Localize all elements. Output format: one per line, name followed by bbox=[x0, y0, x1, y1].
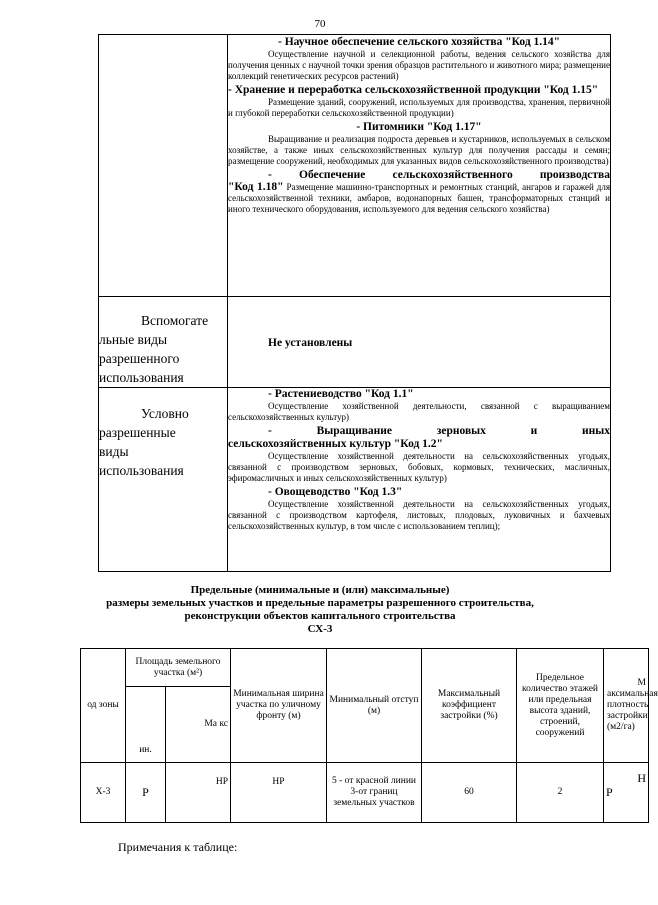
cond-label-cell bbox=[99, 388, 228, 572]
use-heading-code: "Код 1.18" bbox=[228, 181, 284, 193]
cell-min-offset: 5 - от красной линии 3-от границ земельных участков bbox=[327, 763, 422, 823]
empty-label-cell bbox=[99, 35, 228, 297]
cond-label-line: использования bbox=[99, 463, 184, 478]
use-heading: - Овощеводство "Код 1.3" bbox=[268, 486, 403, 498]
use-block bbox=[228, 388, 610, 423]
use-block bbox=[228, 36, 610, 82]
header-max-density bbox=[604, 649, 658, 763]
table-row bbox=[81, 763, 649, 823]
cell-max-area: НР bbox=[166, 763, 231, 823]
use-description-wrap bbox=[228, 182, 610, 215]
params-title-line: размеры земельных участков и предельные параметры разрешенного строительства, bbox=[106, 597, 534, 609]
cell-min-width: НР bbox=[231, 763, 327, 823]
use-description: Размещение машинно-транспортных и ремонтных станций, ангаров и гаражей для сельскохозяйственной техники, амбаров, водонапорных башен, трансформаторных станций и иного технического оборудования, используемого для ведения сельского хозяйства) bbox=[228, 182, 610, 214]
use-block bbox=[228, 84, 610, 119]
cell-density-extra: Н bbox=[637, 771, 646, 785]
header-max-floors: Предельное количество этажей или предельная высота зданий, строений, сооружений bbox=[517, 649, 604, 763]
use-heading: - Выращивание зерновых и иных bbox=[268, 425, 610, 437]
use-description: Осуществление хозяйственной деятельности на сельскохозяйственных угодьях, связанной с производством зерновых, бобовых, кормовых, технических, масличных, эфиромасличных и иных сельскохозяйственных культур) bbox=[228, 451, 610, 483]
use-heading: сельскохозяйственных культур "Код 1.2" bbox=[228, 438, 443, 450]
use-block bbox=[228, 425, 610, 484]
cell-min-area: Р bbox=[126, 763, 166, 823]
use-description: Выращивание и реализация подроста деревьев и кустарников, используемых в сельском хозяйстве, а также иных сельскохозяйственных культур для получения рассады и семян; размещение сооружений, необходимых для указанных видов сельскохозяйственного производства) bbox=[228, 134, 610, 166]
cell-max-floors: 2 bbox=[517, 763, 604, 823]
use-block bbox=[228, 169, 610, 215]
use-heading: - Обеспечение сельскохозяйственного производства bbox=[268, 169, 610, 181]
cond-label-line: Условно bbox=[141, 406, 189, 421]
aux-label-cell bbox=[99, 297, 228, 388]
use-heading: - Растениеводство "Код 1.1" bbox=[268, 388, 414, 400]
page-number: 70 bbox=[314, 18, 326, 30]
permitted-uses-table bbox=[98, 34, 611, 572]
use-heading: - Питомники "Код 1.17" bbox=[356, 121, 482, 133]
cond-label-line: виды bbox=[99, 444, 129, 459]
aux-label-line: Вспомогате bbox=[141, 313, 209, 328]
cell-density-value: Р bbox=[606, 785, 613, 799]
header-min-area: ин. bbox=[126, 687, 166, 763]
use-heading: - Хранение и переработка сельскохозяйственной продукции "Код 1.15" bbox=[228, 84, 599, 96]
header-min-offset: Минимальный отступ (м) bbox=[327, 649, 422, 763]
cell-max-coefficient: 60 bbox=[422, 763, 517, 823]
header-max-area: Ма кс bbox=[166, 687, 231, 763]
params-title-line: реконструкции объектов капитального строительства bbox=[184, 610, 456, 622]
header-density-text: аксимальная плотность застройки (м2/га) bbox=[607, 689, 658, 732]
use-description: Осуществление научной и селекционной работы, ведения сельского хозяйства для получения ценных с научной точки зрения образцов растительного и животного мира; размещение коллекций генетических ресурсов растений) bbox=[228, 49, 610, 81]
header-zone-code: од зоны bbox=[81, 649, 126, 763]
aux-value-cell bbox=[228, 297, 611, 388]
cond-uses-cell bbox=[228, 388, 611, 572]
params-title-zone: СХ-3 bbox=[307, 623, 333, 635]
header-min-width: Минимальная ширина участка по уличному фронту (м) bbox=[231, 649, 327, 763]
table-notes-heading: Примечания к таблице: bbox=[118, 840, 238, 854]
aux-label-line: разрешенного bbox=[99, 351, 180, 366]
use-description: Размещение зданий, сооружений, используемых для производства, хранения, первичной и глубокой переработки сельскохозяйственной продукции) bbox=[228, 97, 610, 118]
use-description: Осуществление хозяйственной деятельности, связанной с выращиванием сельскохозяйственных культур) bbox=[228, 401, 610, 422]
aux-label-line: льные виды bbox=[99, 332, 168, 347]
use-description: Осуществление хозяйственной деятельности на сельскохозяйственных угодьях, связанной с производством картофеля, листовых, плодовых, луковичных и бахчевых сельскохозяйственных культур, в том числе с использованием теплиц); bbox=[228, 499, 610, 531]
params-title-line: Предельные (минимальные и (или) максимальные) bbox=[190, 584, 450, 596]
use-block bbox=[228, 121, 610, 167]
cell-zone: Х-3 bbox=[81, 763, 126, 823]
cond-label-line: разрешенные bbox=[99, 425, 176, 440]
use-heading: - Научное обеспечение сельского хозяйства "Код 1.14" bbox=[277, 36, 561, 48]
cell-max-density bbox=[604, 763, 649, 823]
header-plot-area: Площадь земельного участка (м²) bbox=[126, 649, 231, 687]
header-density-top: М bbox=[637, 678, 646, 688]
main-uses-cell bbox=[228, 35, 611, 297]
params-table bbox=[80, 648, 658, 823]
aux-label-line: использования bbox=[99, 370, 184, 385]
use-block bbox=[228, 486, 610, 532]
aux-value: Не установлены bbox=[268, 337, 353, 349]
header-max-coefficient: Максимальный коэффициент застройки (%) bbox=[422, 649, 517, 763]
